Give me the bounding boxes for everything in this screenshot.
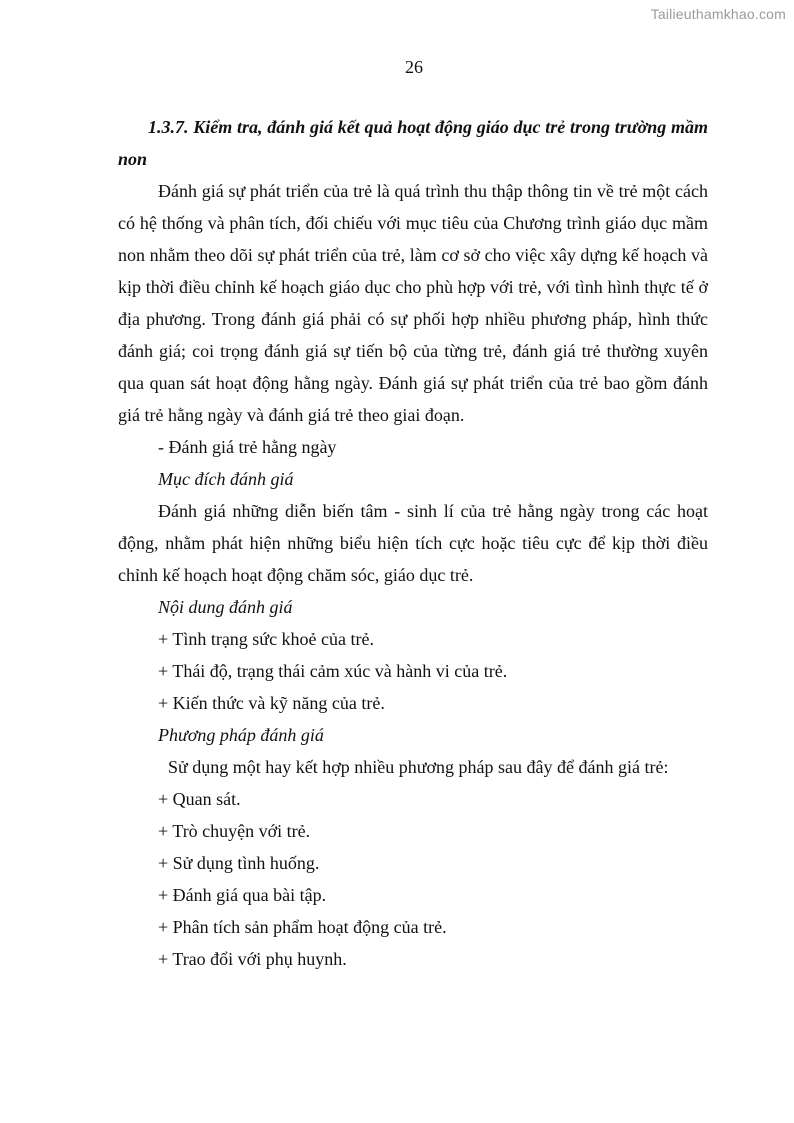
content-item: + Thái độ, trạng thái cảm xúc và hành vi của trẻ. [158, 661, 508, 681]
method-item: + Trao đổi với phụ huynh. [158, 949, 347, 969]
document-body [118, 111, 708, 975]
method-heading: Phương pháp đánh giá [158, 725, 324, 745]
method-item: + Trò chuyện với trẻ. [158, 821, 311, 841]
method-item: + Đánh giá qua bài tập. [158, 885, 327, 905]
purpose-paragraph: Đánh giá những diễn biến tâm - sinh lí của trẻ hằng ngày trong các hoạt động, nhằm phát hiện những biểu hiện tích cực hoặc tiêu cực để kịp thời điều chỉnh kế hoạch hoạt động chăm sóc, giáo dục trẻ. [118, 501, 708, 585]
content-item: + Tình trạng sức khoẻ của trẻ. [158, 629, 375, 649]
content-heading: Nội dung đánh giá [158, 597, 293, 617]
daily-assessment-item: - Đánh giá trẻ hằng ngày [158, 437, 337, 457]
method-intro: Sử dụng một hay kết hợp nhiều phương pháp sau đây để đánh giá trẻ: [168, 757, 669, 777]
intro-paragraph: Đánh giá sự phát triển của trẻ là quá trình thu thập thông tin về trẻ một cách có hệ thống và phân tích, đối chiếu với mục tiêu của Chương trình giáo dục mầm non nhằm theo dõi sự phát triển của trẻ, làm cơ sở cho việc xây dựng kế hoạch và kịp thời điều chỉnh kế hoạch giáo dục cho phù hợp với trẻ, với tình hình thực tế ở địa phương. Trong đánh giá phải có sự phối hợp nhiều phương pháp, hình thức đánh giá; coi trọng đánh giá sự tiến bộ của từng trẻ, đánh giá trẻ thường xuyên qua quan sát hoạt động hằng ngày. Đánh giá sự phát triển của trẻ bao gồm đánh giá trẻ hằng ngày và đánh giá trẻ theo giai đoạn. [118, 181, 708, 425]
page-number: 26 [405, 57, 423, 77]
purpose-heading: Mục đích đánh giá [158, 469, 294, 489]
watermark: Tailieuthamkhao.com [650, 6, 786, 22]
method-item: + Phân tích sản phẩm hoạt động của trẻ. [158, 917, 447, 937]
method-item: + Sử dụng tình huống. [158, 853, 320, 873]
method-item: + Quan sát. [158, 789, 241, 809]
content-item: + Kiến thức và kỹ năng của trẻ. [158, 693, 385, 713]
section-heading: 1.3.7. Kiểm tra, đánh giá kết quả hoạt động giáo dục trẻ trong trường mầm non [118, 117, 708, 169]
